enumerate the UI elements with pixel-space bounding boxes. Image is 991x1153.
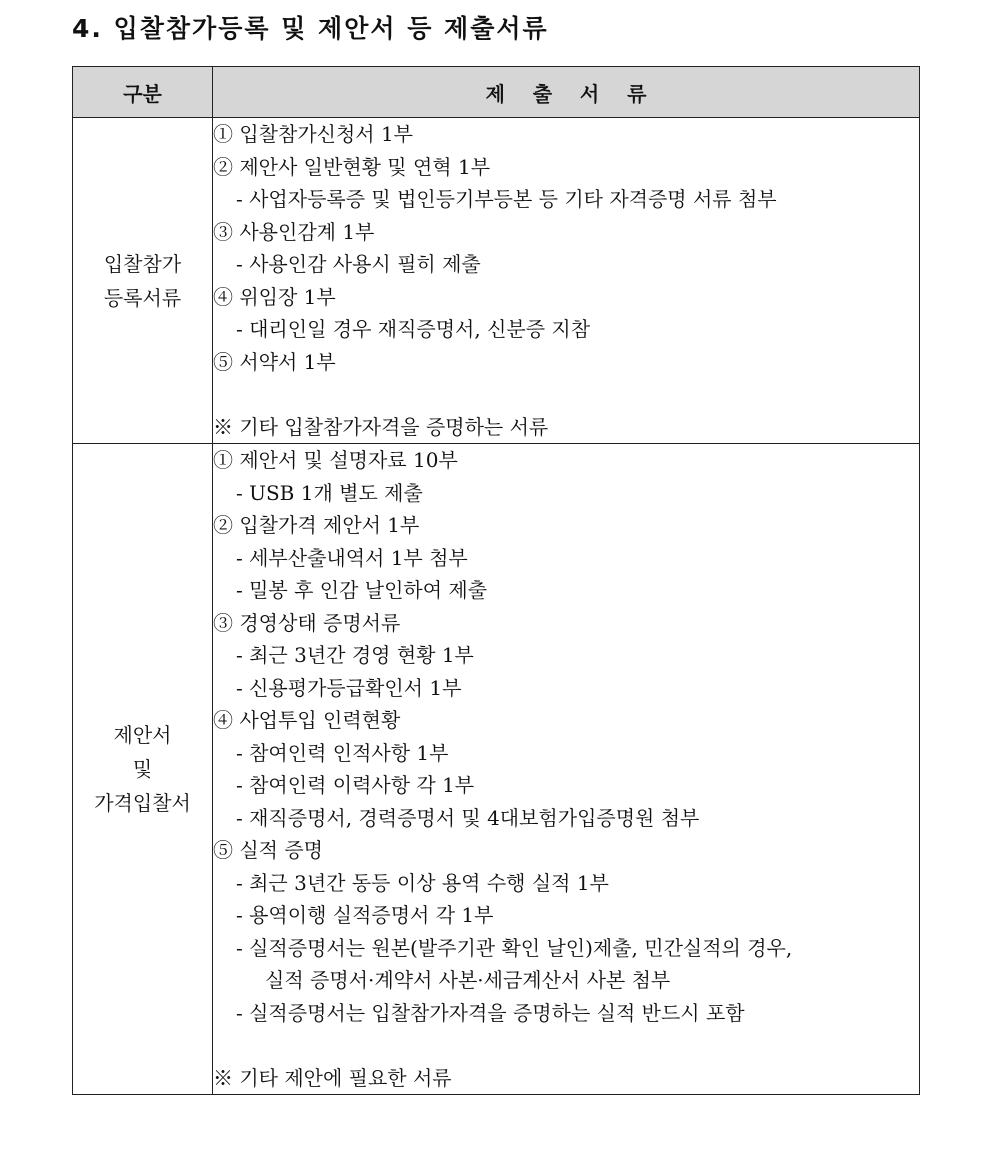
category-line: 가격입찰서 xyxy=(94,791,191,815)
list-subitem: - 최근 3년간 동등 이상 용역 수행 실적 1부 xyxy=(236,870,609,895)
table-row-registration xyxy=(73,118,920,444)
list-item: ④ 위임장 1부 xyxy=(213,284,336,309)
note-line: ※ 기타 입찰참가자격을 증명하는 서류 xyxy=(213,414,549,439)
documents-cell xyxy=(213,444,920,1095)
blank-line xyxy=(213,378,919,411)
list-item: ① 제안서 및 설명자료 10부 xyxy=(213,448,458,472)
documents-table xyxy=(72,66,920,1095)
header-documents xyxy=(213,67,920,118)
list-item: ② 입찰가격 제안서 1부 xyxy=(213,513,420,537)
category-line: 입찰참가 xyxy=(103,251,182,276)
page-title: 4. 입찰참가등록 및 제안서 등 제출서류 xyxy=(72,14,549,43)
list-item: ⑤ 실적 증명 xyxy=(213,838,323,862)
category-line: 등록서류 xyxy=(103,285,182,310)
category-cell xyxy=(73,444,213,1095)
list-subitem: - 밀봉 후 인감 날인하여 제출 xyxy=(236,578,488,602)
list-subitem: - 대리인일 경우 재직증명서, 신분증 지참 xyxy=(236,317,591,341)
list-subitem: - 최근 3년간 경영 현황 1부 xyxy=(236,643,474,667)
list-subitem: - 실적증명서는 원본(발주기관 확인 날인)제출, 민간실적의 경우, xyxy=(236,935,793,960)
list-item: ① 입찰참가신청서 1부 xyxy=(213,122,413,146)
list-subitem-continuation: 실적 증명서·계약서 사본·세금계산서 사본 첨부 xyxy=(265,968,671,992)
list-item: ④ 사업투입 인력현황 xyxy=(213,708,401,732)
blank-line xyxy=(213,1029,919,1062)
list-subitem: - 재직증명서, 경력증명서 및 4대보험가입증명원 첨부 xyxy=(236,805,700,830)
category-line: 및 xyxy=(132,757,153,781)
documents-cell xyxy=(213,118,920,444)
category-cell xyxy=(73,118,213,444)
list-subitem: - 세부산출내역서 1부 첨부 xyxy=(236,545,468,570)
list-subitem: - 참여인력 인적사항 1부 xyxy=(236,740,449,765)
category-line: 제안서 xyxy=(113,723,172,747)
list-subitem: - 사용인감 사용시 필히 제출 xyxy=(236,252,481,276)
header-category xyxy=(73,67,213,118)
table-header-row xyxy=(73,67,920,118)
list-subitem: - 용역이행 실적증명서 각 1부 xyxy=(236,903,494,927)
list-item: ③ 사용인감계 1부 xyxy=(213,219,375,244)
note-line: ※ 기타 제안에 필요한 서류 xyxy=(213,1065,452,1090)
header-documents-label: 제 출 서 류 xyxy=(485,81,647,106)
list-item: ③ 경영상태 증명서류 xyxy=(213,610,401,635)
list-item: ⑤ 서약서 1부 xyxy=(213,349,336,374)
list-subitem: - 실적증명서는 입찰참가자격을 증명하는 실적 반드시 포함 xyxy=(236,1000,745,1025)
list-subitem: - 신용평가등급확인서 1부 xyxy=(236,675,462,700)
list-subitem: - USB 1개 별도 제출 xyxy=(236,480,423,505)
table-row-proposal xyxy=(73,444,920,1095)
list-subitem: - 참여인력 이력사항 각 1부 xyxy=(236,773,475,797)
list-item: ② 제안사 일반현황 및 연혁 1부 xyxy=(213,154,491,179)
header-category-label: 구분 xyxy=(123,81,162,106)
list-subitem: - 사업자등록증 및 법인등기부등본 등 기타 자격증명 서류 첨부 xyxy=(236,187,777,211)
